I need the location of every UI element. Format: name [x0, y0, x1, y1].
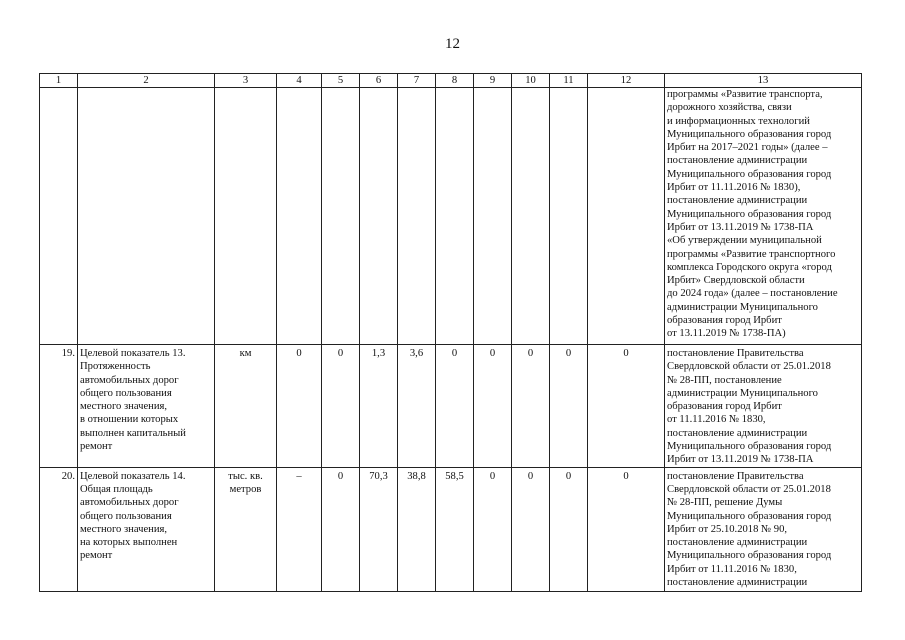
table-cell	[512, 88, 550, 345]
table-cell	[40, 88, 78, 345]
text-line: Ирбит от 13.11.2019 № 1738-ПА	[667, 454, 814, 466]
table-row-continuation	[40, 88, 862, 345]
column-header: 11	[550, 74, 588, 88]
unit-cell	[215, 345, 277, 468]
table-cell	[550, 88, 588, 345]
column-header: 1	[40, 74, 78, 88]
text-line: постановление администрации	[667, 537, 808, 549]
value-cell: 38,8	[398, 467, 436, 591]
value-cell: 0	[512, 467, 550, 591]
unit-cell	[215, 467, 277, 591]
text-line: программы «Развитие транспортного	[667, 248, 836, 260]
text-line: общего пользования	[80, 510, 172, 522]
table-row	[40, 467, 862, 591]
text-line: выполнен капитальный	[80, 427, 186, 439]
text-line: комплекса Городского округа «город	[667, 261, 832, 273]
text-line: Ирбит на 2017–2021 годы» (далее –	[667, 142, 828, 154]
table-cell	[215, 88, 277, 345]
value-cell: 0	[436, 345, 474, 468]
text-line: Муниципального образования город	[667, 168, 832, 180]
value-cell: 0	[474, 345, 512, 468]
text-line: Ирбит от 25.10.2018 № 90,	[667, 523, 788, 535]
text-line: Ирбит от 11.11.2016 № 1830,	[667, 563, 797, 575]
value-cell: 0	[550, 467, 588, 591]
text-line: администрации Муниципального	[667, 301, 818, 313]
column-header: 12	[588, 74, 665, 88]
table-cell	[322, 88, 360, 345]
text-line: № 28-ПП, решение Думы	[667, 497, 783, 509]
text-line: администрации Муниципального	[667, 387, 818, 399]
indicator-cell	[78, 345, 215, 468]
column-header: 6	[360, 74, 398, 88]
text-line: постановление администрации	[667, 577, 808, 589]
text-line: от 11.11.2016 № 1830,	[667, 414, 766, 426]
value-cell: 0	[322, 345, 360, 468]
text-line: в отношении которых	[80, 414, 179, 426]
value-cell: 0	[277, 345, 322, 468]
legal-basis-cell	[665, 88, 862, 345]
column-header: 5	[322, 74, 360, 88]
table-cell	[436, 88, 474, 345]
text-line: до 2024 года» (далее – постановление	[667, 288, 838, 300]
text-line: Муниципального образования город	[667, 208, 832, 220]
value-cell: 0	[550, 345, 588, 468]
text-line: местного значения,	[80, 523, 168, 535]
text-line: образования город Ирбит	[667, 401, 782, 413]
table-cell	[588, 88, 665, 345]
text-line: метров	[229, 483, 262, 495]
table-cell	[78, 88, 215, 345]
value-cell: 0	[588, 467, 665, 591]
text-line: тыс. кв.	[228, 470, 263, 482]
column-header: 3	[215, 74, 277, 88]
text-line: постановление администрации	[667, 195, 808, 207]
text-line: постановление Правительства	[667, 470, 804, 482]
text-line: Целевой показатель 13.	[80, 348, 186, 359]
text-line: автомобильных дорог	[80, 497, 179, 509]
text-line: постановление администрации	[667, 155, 808, 167]
text-line: Протяженность	[80, 361, 151, 373]
text-line: постановление Правительства	[667, 348, 804, 359]
value-cell: 70,3	[360, 467, 398, 591]
text-line: км	[239, 348, 252, 359]
text-line: «Об утверждении муниципальной	[667, 235, 822, 247]
text-line: Общая площадь	[80, 483, 153, 495]
text-line: Муниципального образования город	[667, 441, 832, 453]
column-number-header-row	[40, 74, 862, 88]
text-line: от 13.11.2019 № 1738-ПА)	[667, 328, 786, 340]
column-header: 8	[436, 74, 474, 88]
text-line: Муниципального образования город	[667, 550, 832, 562]
legal-basis-cell	[665, 467, 862, 591]
value-cell: 0	[474, 467, 512, 591]
value-cell: 0	[512, 345, 550, 468]
text-line: Свердловской области от 25.01.2018	[667, 361, 831, 373]
text-line: постановление администрации	[667, 427, 808, 439]
value-cell: 0	[322, 467, 360, 591]
value-cell: 3,6	[398, 345, 436, 468]
text-line: Ирбит от 13.11.2019 № 1738-ПА	[667, 221, 814, 233]
column-header: 7	[398, 74, 436, 88]
text-line: ремонт	[80, 550, 113, 562]
text-line: автомобильных дорог	[80, 374, 179, 386]
text-line: ремонт	[80, 441, 113, 453]
text-line: Муниципального образования город	[667, 510, 832, 522]
legal-basis-cell	[665, 345, 862, 468]
value-cell: 1,3	[360, 345, 398, 468]
text-line: программы «Развитие транспорта,	[667, 89, 823, 100]
table-cell	[474, 88, 512, 345]
value-cell: 58,5	[436, 467, 474, 591]
text-line: на которых выполнен	[80, 537, 178, 549]
text-line: образования город Ирбит	[667, 315, 782, 327]
table-cell	[398, 88, 436, 345]
value-cell: –	[277, 467, 322, 591]
text-line: Ирбит от 11.11.2016 № 1830),	[667, 182, 801, 194]
text-line: и информационных технологий	[667, 115, 810, 127]
text-line: Муниципального образования город	[667, 128, 832, 140]
row-number: 20.	[40, 467, 78, 591]
value-cell: 0	[588, 345, 665, 468]
table-cell	[277, 88, 322, 345]
column-header: 4	[277, 74, 322, 88]
row-number: 19.	[40, 345, 78, 468]
text-line: Ирбит» Свердловской области	[667, 275, 805, 287]
text-line: Свердловской области от 25.01.2018	[667, 483, 831, 495]
text-line: местного значения,	[80, 401, 168, 413]
column-header: 10	[512, 74, 550, 88]
column-header: 2	[78, 74, 215, 88]
table-cell	[360, 88, 398, 345]
column-header: 9	[474, 74, 512, 88]
page-number: 12	[445, 36, 460, 52]
text-line: дорожного хозяйства, связи	[667, 102, 792, 114]
indicator-cell	[78, 467, 215, 591]
text-line: общего пользования	[80, 387, 172, 399]
text-line: № 28-ПП, постановление	[667, 374, 782, 386]
text-line: Целевой показатель 14.	[80, 470, 186, 482]
column-header: 13	[665, 74, 862, 88]
table-row	[40, 345, 862, 468]
indicators-table	[39, 73, 862, 592]
